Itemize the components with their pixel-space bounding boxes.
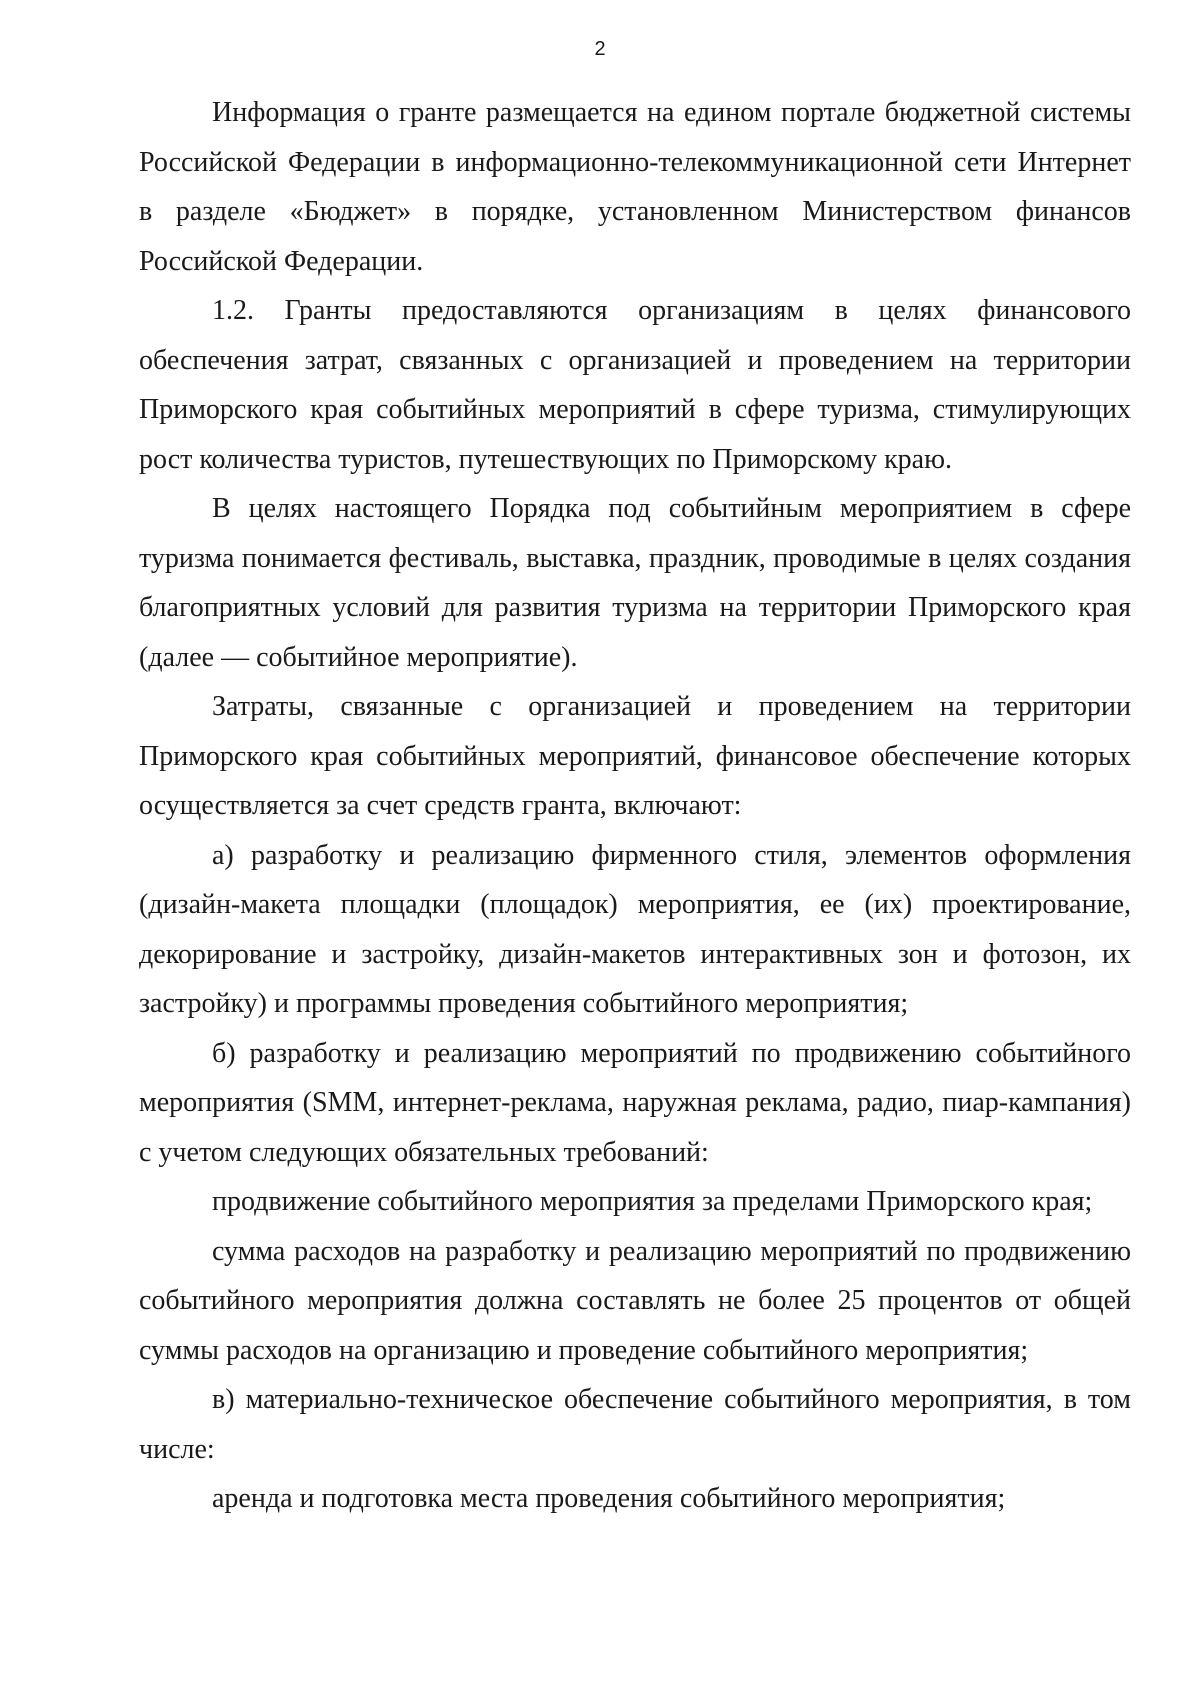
paragraph-1-2-grants: 1.2. Гранты предоставляются организациям в целях финансового обеспечения затрат, связанных с организацией и проведением на территории Приморского края событийных мероприятий в сфере туризма, стимулирующих рост количества туристов, путешествующих по Приморскому краю. <box>139 295 1131 475</box>
paragraph-item-v: в) материально-техническое обеспечение событийного мероприятия, в том числе: <box>139 1384 1131 1465</box>
paragraph-costs-intro: Затраты, связанные с организацией и проведением на территории Приморского края событийных мероприятий, финансовое обеспечение которых осуществляется за счет средств гранта, включают: <box>139 691 1131 821</box>
paragraph-promotion-limit: сумма расходов на разработку и реализацию мероприятий по продвижению событийного мероприятия должна составлять не более 25 процентов от общей суммы расходов на организацию и проведение событийного мероприятия; <box>139 1235 1131 1366</box>
paragraph-grant-info: Информация о гранте размещается на едином портале бюджетной системы Российской Федерации в информационно-телекоммуникационной сети Интернет в разделе «Бюджет» в порядке, установленном Министерством финансов Российской Федерации. <box>139 97 1131 277</box>
document-body <box>139 88 1131 1524</box>
paragraph-item-a: а) разработку и реализацию фирменного стиля, элементов оформления (дизайн-макета площадки (площадок) мероприятия, ее (их) проектирование, декорирование и застройку, дизайн-макетов интерактивных зон и фотозон, их застройку) и программы проведения событийного мероприятия; <box>139 839 1131 1019</box>
paragraph-event-definition: В целях настоящего Порядка под событийным мероприятием в сфере туризма понимается фестиваль, выставка, праздник, проводимые в целях создания благоприятных условий для развития туризма на территории Приморского края (далее — событийное мероприятие). <box>139 493 1131 673</box>
paragraph-promotion-outside: продвижение событийного мероприятия за пределами Приморского края; <box>212 1186 1093 1217</box>
paragraph-venue-rental: аренда и подготовка места проведения событийного мероприятия; <box>212 1483 1006 1514</box>
page-number: 2 <box>594 38 606 60</box>
paragraph-item-b: б) разработку и реализацию мероприятий по продвижению событийного мероприятия (SMM, интернет-реклама, наружная реклама, радио, пиар-кампания) с учетом следующих обязательных требований: <box>139 1037 1131 1168</box>
